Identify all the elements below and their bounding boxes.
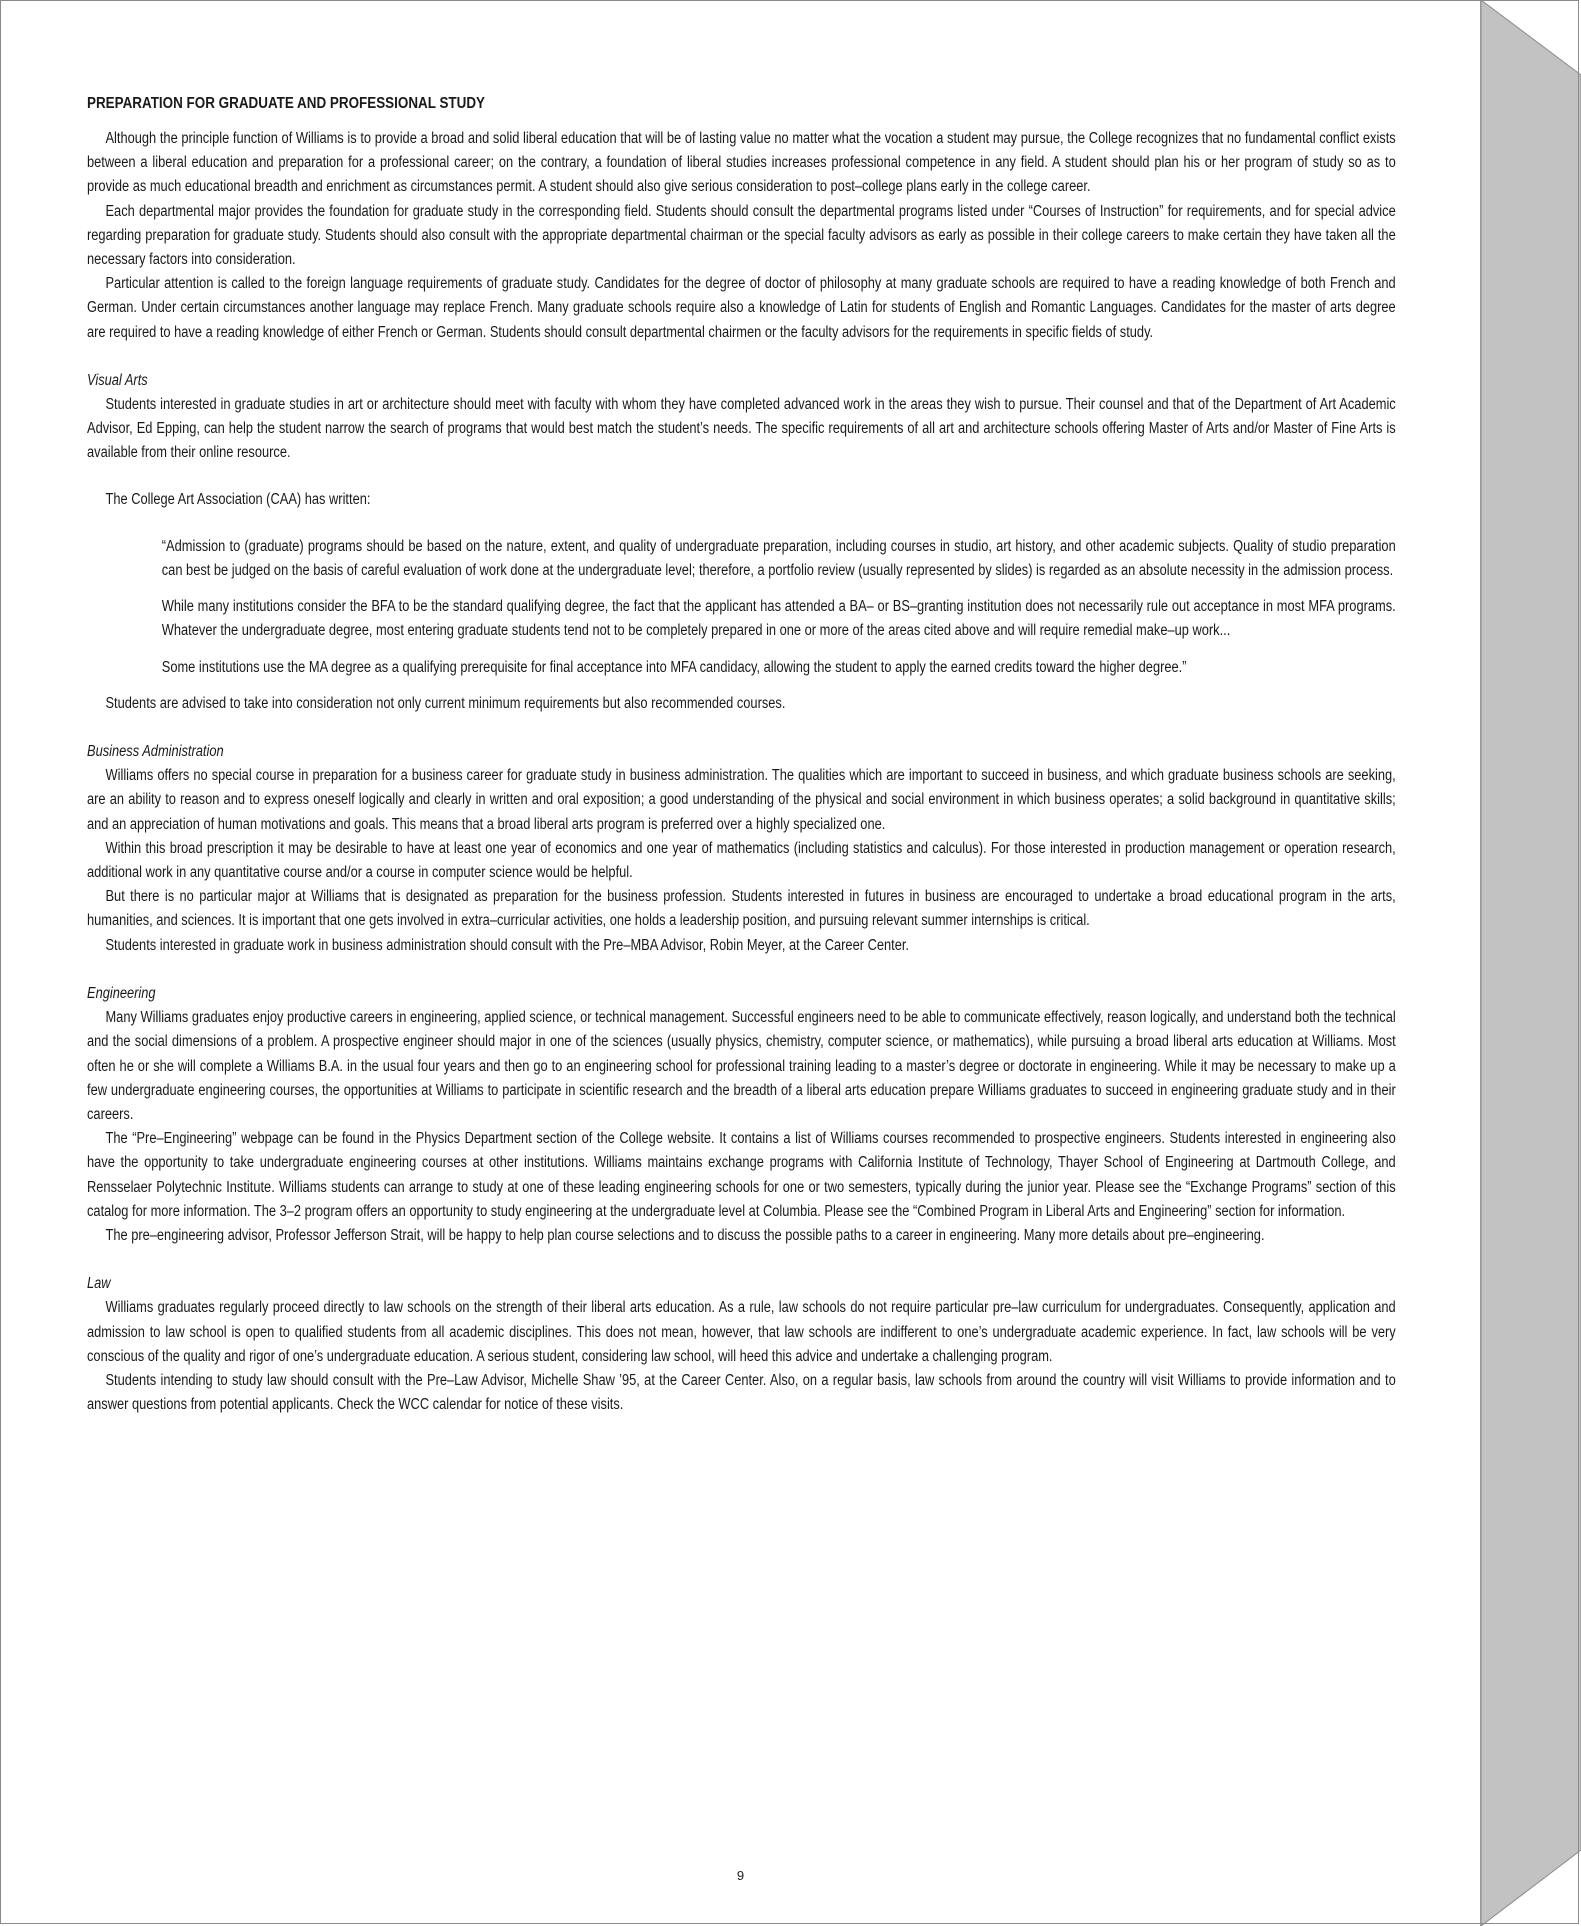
law-paragraph: Williams graduates regularly proceed directly to law schools on the strength of their liberal arts education. As a rule, law schools do not require particular pre–law curriculum for undergraduates. Consequently, application and admission to law school is open to qualified students from all academic disciplines. This does not mean, however, that law schools are indifferent to one’s undergraduate academic experience. In fact, law schools will be very conscious of the quality and rigor of one’s undergraduate education. A serious student, considering law school, will heed this advice and undertake a challenging program. [87, 1299, 1396, 1365]
intro-paragraph: Although the principle function of Williams is to provide a broad and solid liberal education that will be of lasting value no matter what the vocation a student may pursue, the College recognizes that no fundamental conflict exists between a liberal education and preparation for a professional career; on the contrary, a foundation of liberal studies increases professional competence in any field. A student should plan his or her program of study so as to provide as much educational breadth and enrichment as circumstances permit. A student should also give serious consideration to post–college plans early in the college career. [87, 130, 1396, 196]
page-number: 9 [736, 1868, 745, 1883]
section-heading-engineering: Engineering [87, 984, 156, 1002]
business-paragraph: Williams offers no special course in preparation for a business career for graduate study in business administration. The qualities which are important to succeed in business, and which graduate business schools are seeking, are an ability to reason and to express oneself logically and clearly in written and oral exposition; a good understanding of the physical and social environment in which business operates; a solid background in quantitative skills; and an appreciation of human motivations and goals. This means that a broad liberal arts program is preferred over a highly specialized one. [87, 767, 1396, 833]
section-heading-business: Business Administration [87, 743, 224, 761]
engineering-paragraph: The pre–engineering advisor, Professor Jefferson Strait, will be happy to help plan course selections and to discuss the possible paths to a career in engineering. Many more details about pre–engineering. [105, 1226, 1265, 1244]
quote-paragraph: “Admission to (graduate) programs should be based on the nature, extent, and quality of undergraduate preparation, including courses in studio, art history, and other academic subjects. Quality of studio preparation can best be judged on the basis of careful evaluation of work done at the undergraduate level; therefore, a portfolio review (usually represented by slides) is regarded as an absolute necessity in the admission process. [161, 537, 1396, 580]
engineering-paragraph: The “Pre–Engineering” webpage can be found in the Physics Department section of the College website. It contains a list of Williams courses recommended to prospective engineers. Students interested in engineering also have the opportunity to take undergraduate engineering courses at other institutions. Williams maintains exchange programs with California Institute of Technology, Thayer School of Engineering at Dartmouth College, and Rensselaer Polytechnic Institute. Williams students can arrange to study at one of these leading engineering schools for one or two semesters, typically during the junior year. Please see the “Exchange Programs” section of this catalog for more information. The 3–2 program offers an opportunity to study engineering at the undergraduate level at Columbia. Please see the “Combined Program in Liberal Arts and Engineering” section for information. [87, 1130, 1396, 1220]
page-title: PREPARATION FOR GRADUATE AND PROFESSIONAL STUDY [87, 95, 485, 112]
business-paragraph: Students interested in graduate work in business administration should consult with the Pre–MBA Advisor, Robin Meyer, at the Career Center. [105, 936, 910, 954]
caa-intro: The College Art Association (CAA) has written: [105, 490, 371, 508]
section-heading-visual-arts: Visual Arts [87, 371, 148, 389]
intro-paragraph: Particular attention is called to the foreign language requirements of graduate study. Candidates for the degree of doctor of philosophy at many graduate schools are required to have a reading knowledge of both French and German. Under certain circumstances another language may replace French. Many graduate schools require also a knowledge of Latin for students of English and Romantic Languages. Candidates for the master of arts degree are required to have a reading knowledge of either French or German. Students should consult departmental chairmen or the faculty advisors for the requirements in specific fields of study. [87, 275, 1396, 341]
section-heading-law: Law [87, 1275, 111, 1293]
business-paragraph: But there is no particular major at Williams that is designated as preparation for the business profession. Students interested in futures in business are encouraged to undertake a broad educational program in the arts, humanities, and sciences. It is important that one gets involved in extra–curricular activities, one holds a leadership position, and pursuing relevant summer internships is critical. [87, 888, 1396, 930]
quote-paragraph: Some institutions use the MA degree as a qualifying prerequisite for final acceptance into MFA candidacy, allowing the student to apply the earned credits toward the higher degree.” [161, 658, 1187, 676]
business-paragraph: Within this broad prescription it may be desirable to have at least one year of economics and one year of mathematics (including statistics and calculus). For those interested in production management or operation research, additional work in any quantitative course and/or a course in computer science would be helpful. [87, 839, 1396, 882]
quote-paragraph: While many institutions consider the BFA to be the standard qualifying degree, the fact that the applicant has attended a BA– or BS–granting institution does not necessarily rule out acceptance in most MFA programs. Whatever the undergraduate degree, most entering graduate students tend not to be completely prepared in one or more of the areas cited above and will require remedial make–up work... [161, 598, 1396, 640]
law-paragraph: Students intending to study law should consult with the Pre–Law Advisor, Michelle Shaw ’95, at the Career Center. Also, on a regular basis, law schools from around the country will visit Williams to provide information and to answer questions from potential applicants. Check the WCC calendar for notice of these visits. [87, 1371, 1396, 1414]
visual-arts-closing: Students are advised to take into consideration not only current minimum requirements but also recommended courses. [105, 694, 786, 712]
engineering-paragraph: Many Williams graduates enjoy productive careers in engineering, applied science, or technical management. Successful engineers need to be able to communicate effectively, reason logically, and understand both the technical and the social dimensions of a problem. A prospective engineer should major in one of the sciences (usually physics, chemistry, computer science, or mathematics), while pursuing a broad liberal arts education at Williams. Most often he or she will complete a Williams B.A. in the usual four years and then go to an engineering school for professional training leading to a master’s degree or doctorate in engineering. While it may be necessary to make up a few undergraduate engineering courses, the opportunities at Williams to participate in scientific research and the breadth of a liberal arts education prepare Williams graduates to succeed in engineering graduate study and in their careers. [87, 1009, 1396, 1123]
visual-arts-paragraph: Students interested in graduate studies in art or architecture should meet with faculty with whom they have completed advanced work in the areas they wish to pursue. Their counsel and that of the Department of Art Academic Advisor, Ed Epping, can help the student narrow the search of programs that would best match the student’s needs. The specific requirements of all art and architecture schools offering Master of Arts and/or Master of Fine Arts is available from their online resource. [87, 396, 1396, 462]
intro-paragraph: Each departmental major provides the foundation for graduate study in the corresponding field. Students should consult the departmental programs listed under “Courses of Instruction” for requirements, and for special advice regarding preparation for graduate study. Students should also consult with the appropriate departmental chairman or the special faculty advisors as early as possible in their college careers to make certain they have taken all the necessary factors into consideration. [87, 202, 1396, 269]
